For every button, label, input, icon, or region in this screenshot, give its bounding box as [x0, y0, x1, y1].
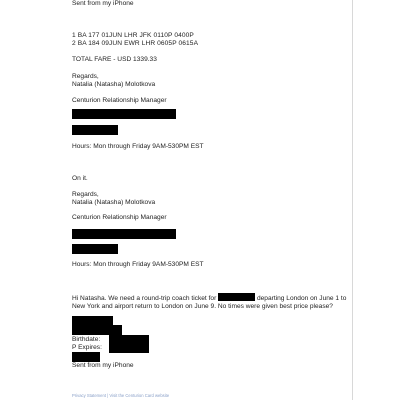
redacted-inline — [218, 293, 255, 301]
signature-hours: Hours: Mon through Friday 9AM-530PM EST — [72, 261, 204, 268]
total-fare: TOTAL FARE - USD 1339.33 — [72, 56, 157, 63]
sent-from-iphone-bottom: Sent from my iPhone — [72, 362, 134, 369]
signature-hours: Hours: Mon through Friday 9AM-530PM EST — [72, 143, 204, 150]
itinerary-line-1: 1 BA 177 01JUN LHR JFK 0110P 0400P — [72, 32, 194, 39]
redacted-block — [72, 352, 100, 362]
footer-links — [72, 393, 169, 398]
redacted-block — [72, 125, 118, 135]
itinerary-line-2: 2 BA 184 09JUN EWR LHR 0605P 0615A — [72, 40, 199, 47]
signature-name: Natalia (Natasha) Molotkova — [72, 199, 156, 206]
birthdate-label: Birthdate: — [72, 336, 101, 343]
redacted-block — [72, 325, 122, 335]
footer-separator: | — [107, 393, 109, 398]
passport-expires-label: P Expires: — [72, 344, 102, 351]
centurion-website-link[interactable]: Visit the Centurion Card website — [109, 393, 170, 398]
privacy-statement-link[interactable]: Privacy Statement — [72, 393, 106, 398]
signature-title: Centurion Relationship Manager — [72, 97, 167, 104]
redacted-block — [72, 229, 176, 239]
reply-text: On it. — [72, 175, 88, 182]
request-message — [72, 293, 354, 312]
page-edge-divider — [352, 0, 353, 400]
signature-title: Centurion Relationship Manager — [72, 214, 167, 221]
signature-regards: Regards, — [72, 73, 99, 80]
redacted-block — [109, 335, 149, 353]
redacted-block — [72, 244, 118, 254]
request-message-part-1: Hi Natasha. We need a round-trip coach ticket for — [72, 295, 217, 302]
redacted-block — [72, 109, 176, 119]
sent-from-iphone-top: Sent from my iPhone — [72, 0, 134, 7]
request-message-part-2: departing London on June 1 to New York and airport return to London on June 9. No times were given best price please? — [72, 295, 347, 311]
signature-name: Natalia (Natasha) Molotkova — [72, 81, 156, 88]
signature-regards: Regards, — [72, 191, 99, 198]
